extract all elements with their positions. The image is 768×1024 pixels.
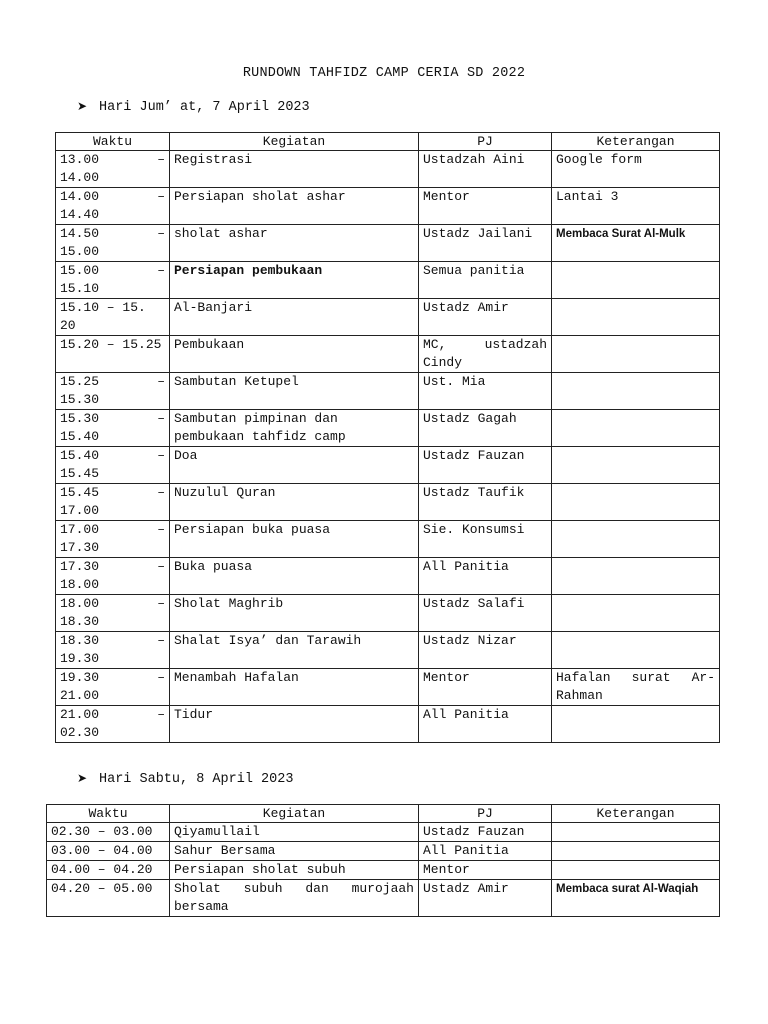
pj-cell: MC, ustadzah Cindy xyxy=(419,336,552,373)
pj-cell: All Panitia xyxy=(419,706,552,743)
table-row xyxy=(56,632,720,669)
waktu-separator: – xyxy=(157,559,165,574)
pj-cell: Ustadz Taufik xyxy=(419,484,552,521)
waktu-start: 13.00 xyxy=(60,152,100,167)
keterangan-cell: Hafalan surat Ar-Rahman xyxy=(552,669,720,706)
table-row xyxy=(56,484,720,521)
waktu-cell xyxy=(56,151,170,188)
waktu-cell xyxy=(56,410,170,447)
waktu-end: 20 xyxy=(60,318,76,333)
waktu-end: 14.40 xyxy=(60,207,100,222)
keterangan-cell xyxy=(552,632,720,669)
kegiatan-cell: Buka puasa xyxy=(170,558,419,595)
keterangan-cell xyxy=(552,299,720,336)
waktu-cell xyxy=(56,336,170,373)
waktu-separator: – xyxy=(157,226,165,241)
pj-cell: Sie. Konsumsi xyxy=(419,521,552,558)
waktu-end: 15.30 xyxy=(60,392,100,407)
table-row xyxy=(56,188,720,225)
pj-cell: Semua panitia xyxy=(419,262,552,299)
kegiatan-cell: Persiapan sholat ashar xyxy=(170,188,419,225)
waktu-end: 19.30 xyxy=(60,651,100,666)
waktu-end: 15.00 xyxy=(60,244,100,259)
table-row xyxy=(47,823,720,842)
table-row xyxy=(56,669,720,706)
waktu-end: 15.40 xyxy=(60,429,100,444)
waktu-end: 18.00 xyxy=(60,577,100,592)
pj-cell: Ustadz Fauzan xyxy=(419,823,552,842)
pj-cell: Mentor xyxy=(419,861,552,880)
keterangan-cell: Google form xyxy=(552,151,720,188)
kegiatan-cell: Al-Banjari xyxy=(170,299,419,336)
table-row xyxy=(47,861,720,880)
pj-cell: Mentor xyxy=(419,188,552,225)
kegiatan-cell: Sholat subuh dan murojaah bersama xyxy=(170,880,419,917)
waktu-cell xyxy=(56,447,170,484)
waktu-separator: – xyxy=(157,411,165,426)
document-title: RUNDOWN TAHFIDZ CAMP CERIA SD 2022 xyxy=(242,66,526,81)
keterangan-cell xyxy=(552,706,720,743)
header-pj: PJ xyxy=(419,133,552,151)
day1-heading-text: Hari Jum’ at, 7 April 2023 xyxy=(99,100,310,115)
table-header-row xyxy=(47,805,720,823)
waktu-start: 15.10 – 15. xyxy=(60,300,146,315)
kegiatan-cell: Sholat Maghrib xyxy=(170,595,419,632)
table-row xyxy=(56,336,720,373)
header-kegiatan: Kegiatan xyxy=(170,133,419,151)
table-header-row xyxy=(56,133,720,151)
waktu-cell xyxy=(56,484,170,521)
keterangan-cell xyxy=(552,373,720,410)
waktu-start: 18.00 xyxy=(60,596,100,611)
waktu-start: 15.30 xyxy=(60,411,100,426)
table-row xyxy=(56,262,720,299)
pj-cell: Ustadz Amir xyxy=(419,299,552,336)
day2-heading xyxy=(77,771,293,787)
waktu-start: 15.25 xyxy=(60,374,100,389)
pj-cell: All Panitia xyxy=(419,842,552,861)
waktu-start: 18.30 xyxy=(60,633,100,648)
keterangan-cell: Membaca Surat Al-Mulk xyxy=(552,225,720,262)
waktu-start: 15.40 xyxy=(60,448,100,463)
waktu-start: 17.30 xyxy=(60,559,100,574)
kegiatan-cell: Registrasi xyxy=(170,151,419,188)
waktu-end: 21.00 xyxy=(60,688,100,703)
header-waktu: Waktu xyxy=(56,133,170,151)
waktu-separator: – xyxy=(157,707,165,722)
keterangan-cell xyxy=(552,336,720,373)
waktu-start: 15.45 xyxy=(60,485,100,500)
waktu-cell xyxy=(56,632,170,669)
header-waktu: Waktu xyxy=(47,805,170,823)
waktu-cell xyxy=(56,188,170,225)
day2-schedule-table xyxy=(46,804,720,917)
table-row xyxy=(56,706,720,743)
kegiatan-cell: Shalat Isya’ dan Tarawih xyxy=(170,632,419,669)
keterangan-cell xyxy=(552,842,720,861)
pj-cell: Ustadz Salafi xyxy=(419,595,552,632)
kegiatan-cell: Sambutan Ketupel xyxy=(170,373,419,410)
header-keterangan: Keterangan xyxy=(552,133,720,151)
pj-cell: Ust. Mia xyxy=(419,373,552,410)
pj-cell: Mentor xyxy=(419,669,552,706)
kegiatan-cell: Nuzulul Quran xyxy=(170,484,419,521)
table-row xyxy=(56,521,720,558)
keterangan-cell xyxy=(552,521,720,558)
kegiatan-cell: Sahur Bersama xyxy=(170,842,419,861)
waktu-start: 15.00 xyxy=(60,263,100,278)
waktu-cell: 02.30 – 03.00 xyxy=(47,823,170,842)
table-row xyxy=(56,373,720,410)
kegiatan-cell: Persiapan pembukaan xyxy=(170,262,419,299)
waktu-cell: 04.20 – 05.00 xyxy=(47,880,170,917)
header-pj: PJ xyxy=(419,805,552,823)
day1-heading xyxy=(77,99,310,115)
waktu-start: 14.50 xyxy=(60,226,100,241)
keterangan-cell xyxy=(552,410,720,447)
table-row xyxy=(56,151,720,188)
waktu-separator: – xyxy=(157,263,165,278)
table-row xyxy=(56,447,720,484)
waktu-separator: – xyxy=(157,670,165,685)
waktu-start: 15.20 – 15.25 xyxy=(60,337,162,352)
kegiatan-cell: Tidur xyxy=(170,706,419,743)
waktu-cell xyxy=(56,521,170,558)
pj-cell: Ustadz Jailani xyxy=(419,225,552,262)
table-row xyxy=(56,410,720,447)
waktu-cell xyxy=(56,669,170,706)
waktu-end: 18.30 xyxy=(60,614,100,629)
waktu-cell xyxy=(56,558,170,595)
kegiatan-cell: Qiyamullail xyxy=(170,823,419,842)
kegiatan-cell: Persiapan buka puasa xyxy=(170,521,419,558)
keterangan-cell xyxy=(552,558,720,595)
keterangan-cell xyxy=(552,861,720,880)
waktu-cell xyxy=(56,225,170,262)
waktu-separator: – xyxy=(157,485,165,500)
day1-schedule-table xyxy=(55,132,720,743)
waktu-separator: – xyxy=(157,633,165,648)
arrow-bullet-icon: ➤ xyxy=(77,771,88,785)
keterangan-cell xyxy=(552,595,720,632)
waktu-separator: – xyxy=(157,152,165,167)
keterangan-cell: Membaca surat Al-Waqiah xyxy=(552,880,720,917)
header-keterangan: Keterangan xyxy=(552,805,720,823)
keterangan-cell xyxy=(552,484,720,521)
waktu-end: 15.45 xyxy=(60,466,100,481)
waktu-end: 17.30 xyxy=(60,540,100,555)
waktu-end: 15.10 xyxy=(60,281,100,296)
kegiatan-cell: Sambutan pimpinan dan pembukaan tahfidz camp xyxy=(170,410,419,447)
day2-heading-text: Hari Sabtu, 8 April 2023 xyxy=(99,772,294,787)
waktu-end: 14.00 xyxy=(60,170,100,185)
waktu-end: 02.30 xyxy=(60,725,100,740)
waktu-cell xyxy=(56,706,170,743)
waktu-separator: – xyxy=(157,189,165,204)
pj-cell: Ustadzah Aini xyxy=(419,151,552,188)
kegiatan-cell: Pembukaan xyxy=(170,336,419,373)
waktu-start: 14.00 xyxy=(60,189,100,204)
waktu-cell xyxy=(56,299,170,336)
pj-cell: Ustadz Gagah xyxy=(419,410,552,447)
pj-cell: Ustadz Nizar xyxy=(419,632,552,669)
waktu-cell xyxy=(56,595,170,632)
pj-cell: All Panitia xyxy=(419,558,552,595)
pj-cell: Ustadz Fauzan xyxy=(419,447,552,484)
waktu-separator: – xyxy=(157,596,165,611)
waktu-separator: – xyxy=(157,522,165,537)
table-row xyxy=(47,842,720,861)
table-row xyxy=(56,225,720,262)
keterangan-cell xyxy=(552,823,720,842)
kegiatan-cell: sholat ashar xyxy=(170,225,419,262)
pj-cell: Ustadz Amir xyxy=(419,880,552,917)
waktu-cell: 03.00 – 04.00 xyxy=(47,842,170,861)
waktu-end: 17.00 xyxy=(60,503,100,518)
table-row xyxy=(56,299,720,336)
table-row xyxy=(47,880,720,917)
waktu-start: 19.30 xyxy=(60,670,100,685)
keterangan-cell: Lantai 3 xyxy=(552,188,720,225)
waktu-separator: – xyxy=(157,374,165,389)
waktu-cell xyxy=(56,262,170,299)
arrow-bullet-icon: ➤ xyxy=(77,99,88,113)
keterangan-cell xyxy=(552,262,720,299)
kegiatan-cell: Persiapan sholat subuh xyxy=(170,861,419,880)
table-row xyxy=(56,558,720,595)
waktu-separator: – xyxy=(157,448,165,463)
waktu-start: 17.00 xyxy=(60,522,100,537)
kegiatan-cell: Doa xyxy=(170,447,419,484)
keterangan-cell xyxy=(552,447,720,484)
table-row xyxy=(56,595,720,632)
header-kegiatan: Kegiatan xyxy=(170,805,419,823)
waktu-start: 21.00 xyxy=(60,707,100,722)
waktu-cell xyxy=(56,373,170,410)
waktu-cell: 04.00 – 04.20 xyxy=(47,861,170,880)
kegiatan-cell: Menambah Hafalan xyxy=(170,669,419,706)
